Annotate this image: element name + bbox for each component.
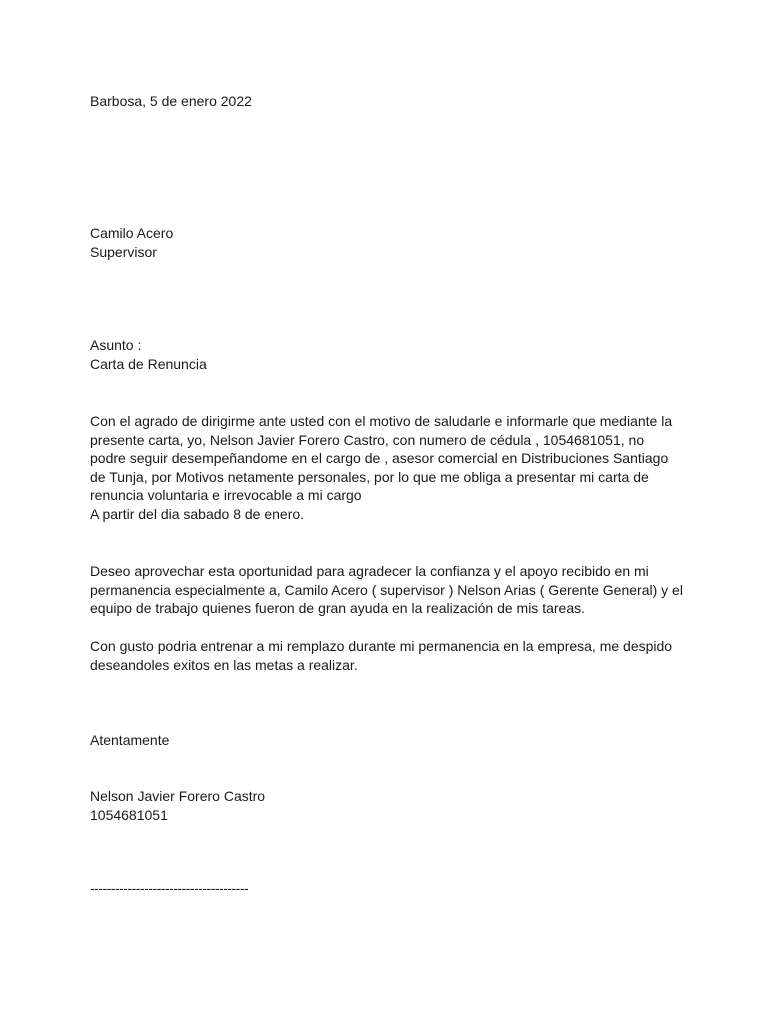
paragraph-line: deseandoles exitos en las metas a realizar. — [90, 656, 358, 673]
paragraph-line: equipo de trabajo quienes fueron de gran ayuda en la realización de mis tareas. — [90, 600, 585, 616]
paragraph-line: A partir del dia sabado 8 de enero. — [90, 505, 305, 522]
subject: Carta de Renuncia — [90, 356, 207, 372]
paragraph-line: Con el agrado de dirigirme ante usted con el motivo de saludarle e informarle que mediante la — [90, 413, 673, 429]
paragraph-line: Deseo aprovechar esta oportunidad para agradecer la confianza y el apoyo recibido en mi — [90, 563, 649, 579]
paragraph-line: Con gusto podria entrenar a mi remplazo durante mi permanencia en la empresa, me despido — [90, 638, 673, 654]
paragraph-line: presente carta, yo, Nelson Javier Forero Castro, con numero de cédula , 1054681051, no — [90, 431, 645, 448]
recipient-title: Supervisor — [90, 244, 157, 260]
body-paragraph-1 — [90, 412, 690, 523]
paragraph-line: de Tunja, por Motivos netamente personales, por lo que me obliga a presentar mi carta de — [90, 468, 649, 485]
paragraph-line: podre seguir desempeñandome en el cargo de , asesor comercial en Distribuciones Santiago — [90, 450, 669, 466]
signer-name: Nelson Javier Forero Castro — [90, 788, 266, 804]
signer-id: 1054681051 — [90, 807, 168, 823]
body-paragraph-3 — [90, 637, 690, 674]
signature-line: -------------------------------------- — [90, 880, 249, 896]
place-date: Barbosa, 5 de enero 2022 — [90, 93, 252, 109]
subject-label: Asunto : — [90, 337, 142, 353]
body-paragraph-2 — [90, 562, 690, 618]
paragraph-line: permanencia especialmente a, Camilo Acero ( supervisor ) Nelson Arias ( Gerente General) y el — [90, 581, 683, 598]
closing: Atentamente — [90, 732, 170, 748]
recipient-name: Camilo Acero — [90, 225, 174, 241]
paragraph-line: renuncia voluntaria e irrevocable a mi cargo — [90, 487, 362, 503]
